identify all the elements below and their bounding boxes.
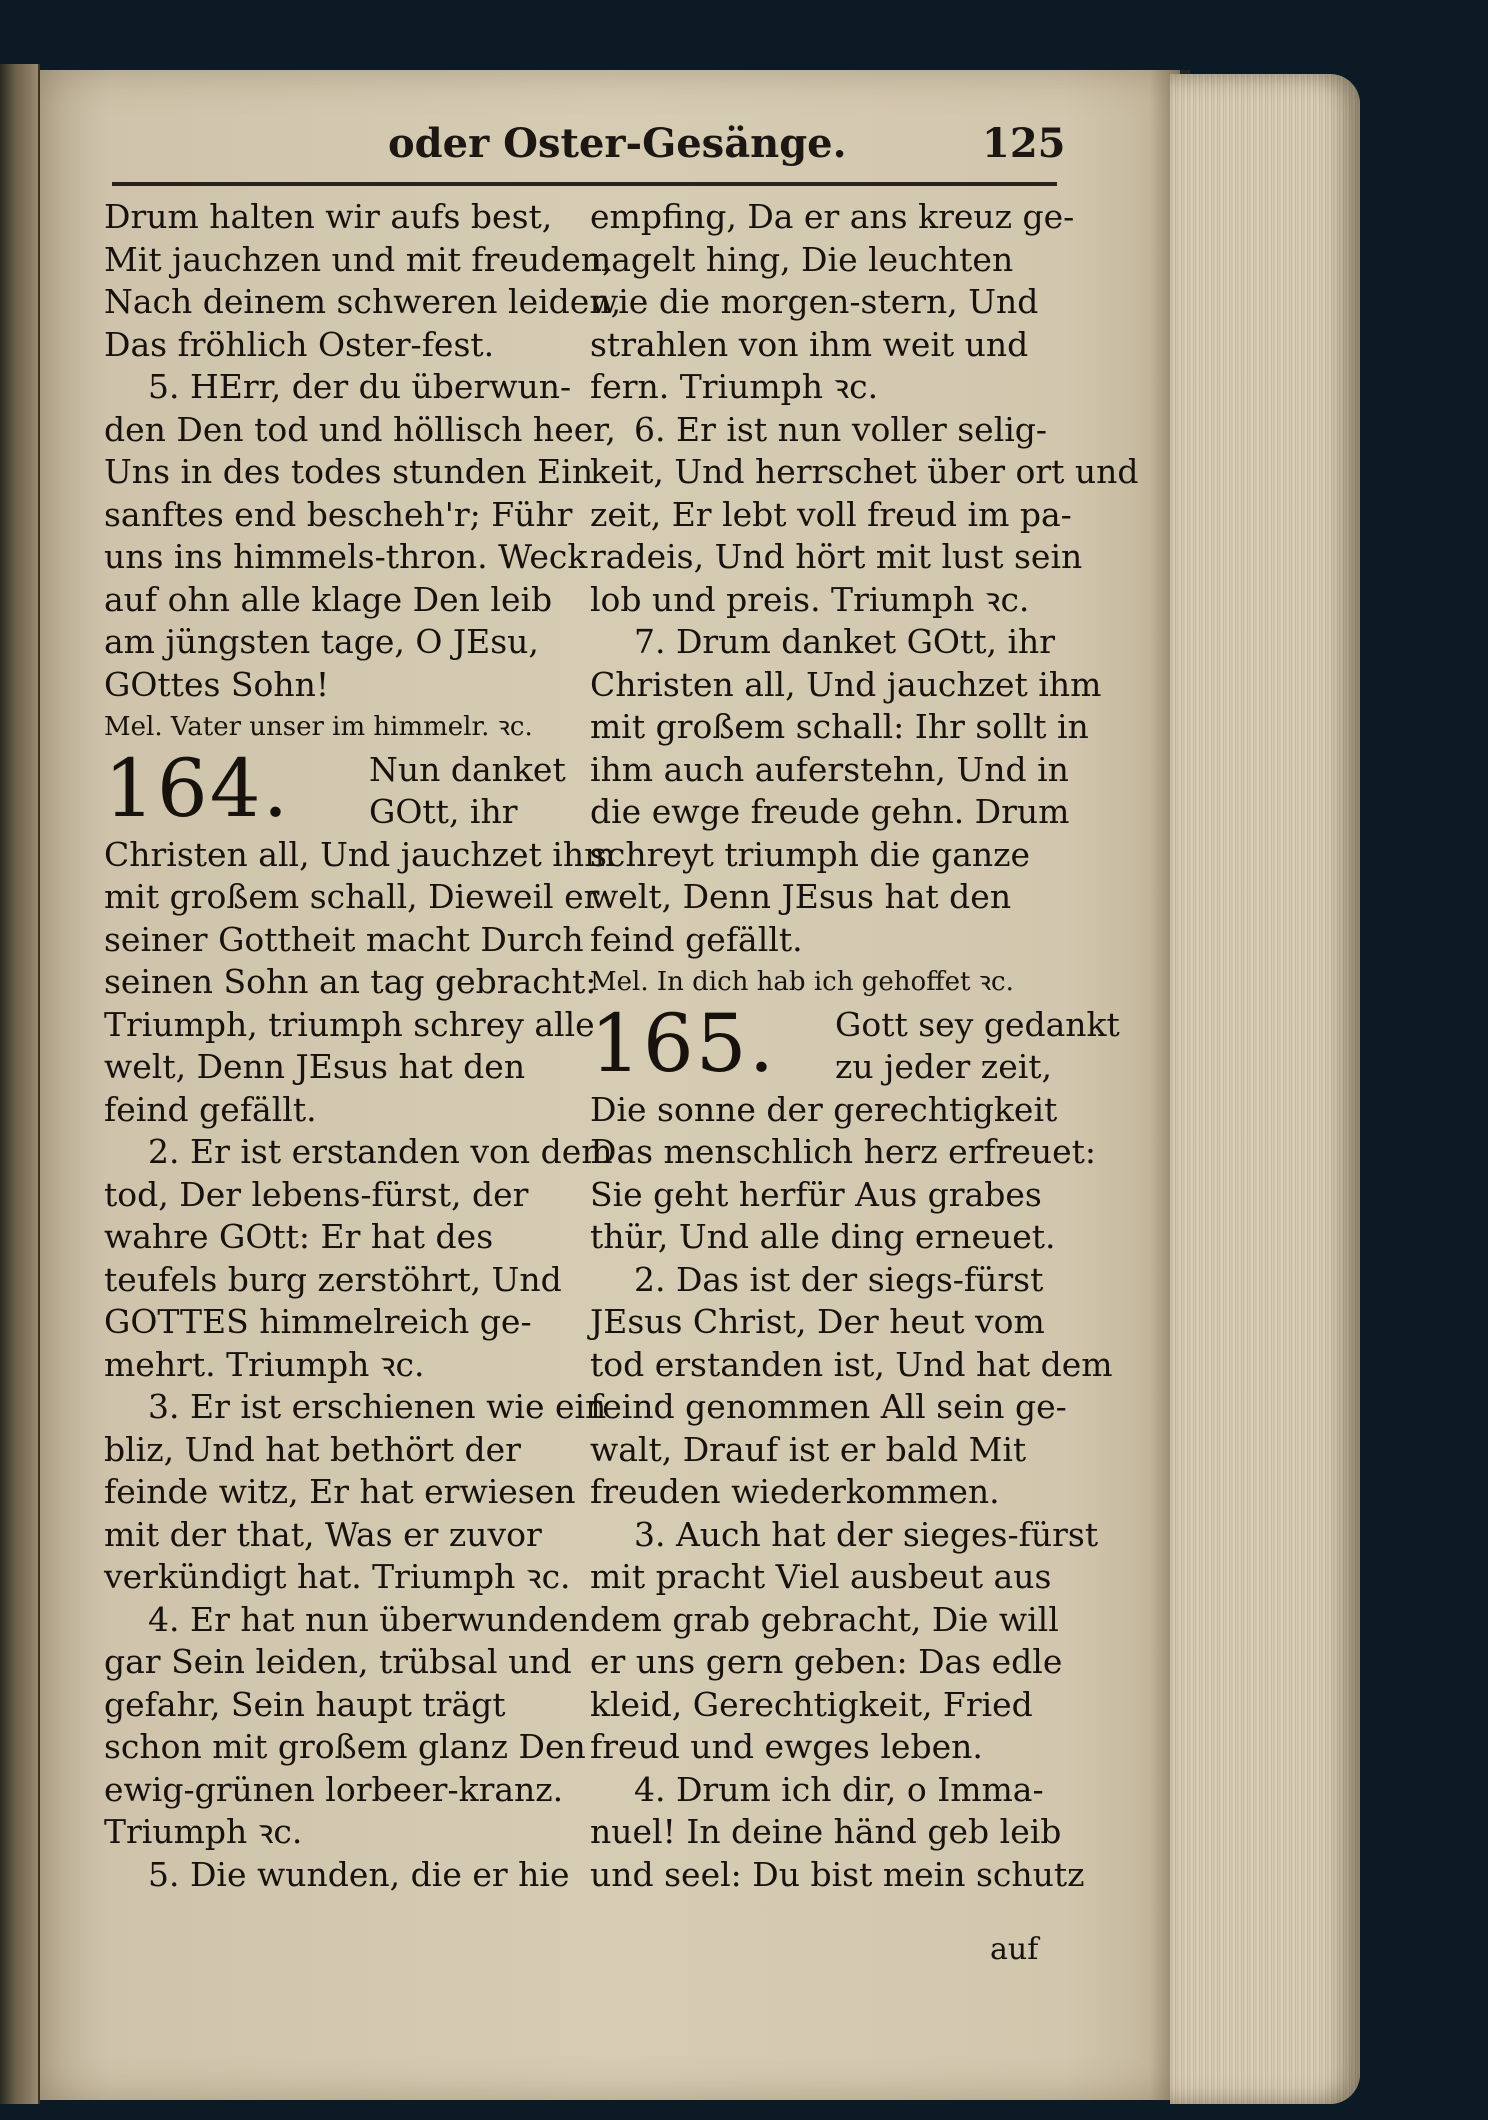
header-rule — [112, 182, 1057, 186]
text-line: walt, Drauf ist er bald Mit — [590, 1429, 1027, 1469]
text-line: nuel! In deine händ geb leib — [590, 1812, 1062, 1851]
text-line: 2. Er ist erstanden von dem — [148, 1132, 613, 1171]
text-line: Nach deinem schweren leiden, — [104, 282, 622, 321]
text-line: feind gefällt. — [104, 1089, 317, 1129]
text-line: uns ins himmels-thron. Weck — [104, 537, 588, 576]
text-line: welt, Denn JEsus hat den — [104, 1047, 526, 1086]
text-line: 5. HErr, der du überwun- — [148, 367, 572, 406]
text-line: kleid, Gerechtigkeit, Fried — [590, 1684, 1033, 1724]
text-line: schreyt triumph die ganze — [590, 834, 1031, 874]
text-line: welt, Denn JEsus hat den — [590, 877, 1012, 916]
page-number: 125 — [982, 120, 1066, 167]
text-line: fern. Triumph ꝛc. — [590, 367, 879, 406]
running-title: oder Oster-Gesänge. — [388, 120, 847, 167]
text-line: 5. Die wunden, die er hie — [148, 1854, 570, 1894]
text-line: feind genommen All sein ge- — [590, 1387, 1067, 1426]
hymn-heading — [104, 741, 566, 835]
text-line: 3. Er ist erschienen wie ein — [148, 1387, 607, 1426]
text-line: zeit, Er lebt voll freud im pa- — [590, 494, 1072, 534]
text-line: den Den tod und höllisch heer, — [104, 409, 616, 449]
text-line: radeis, Und hört mit lust sein — [590, 537, 1083, 576]
text-line: und seel: Du bist mein schutz — [590, 1854, 1085, 1894]
text-line: mit der that, Was er zuvor — [104, 1514, 542, 1554]
hymn-second-line: GOtt, ihr — [369, 792, 518, 831]
text-line: Das menschlich herz erfreuet: — [590, 1132, 1097, 1171]
text-line: dem grab gebracht, Die will — [590, 1599, 1059, 1639]
text-line: freud und ewges leben. — [590, 1727, 983, 1766]
facing-page-edge — [0, 64, 40, 2104]
text-line: Triumph, triumph schrey alle — [104, 1004, 595, 1044]
text-line: GOTTES himmelreich ge- — [104, 1302, 532, 1341]
text-line: Drum halten wir aufs best, — [104, 197, 553, 236]
right-text-column — [590, 196, 1139, 1896]
text-line: mit großem schall, Dieweil er — [104, 877, 600, 916]
text-line: freuden wiederkommen. — [590, 1472, 1000, 1511]
text-line: feinde witz, Er hat erwiesen — [104, 1472, 576, 1511]
text-line: Triumph ꝛc. — [104, 1812, 303, 1851]
text-line: bliz, Und hat bethört der — [104, 1429, 521, 1469]
text-line: ihm auch auferstehn, Und in — [590, 749, 1069, 789]
hymn-number: 165. — [590, 996, 777, 1090]
text-line: JEsus Christ, Der heut vom — [590, 1302, 1045, 1341]
text-line: mehrt. Triumph ꝛc. — [104, 1344, 425, 1384]
text-line: strahlen von ihm weit und — [590, 324, 1029, 364]
text-line: Mit jauchzen und mit freuden, — [104, 239, 613, 279]
text-line: tod, Der lebens-fürst, der — [104, 1174, 529, 1214]
text-line: schon mit großem glanz Den — [104, 1727, 586, 1766]
hymn-first-line: Nun danket — [369, 749, 566, 789]
text-line: Christen all, Und jauchzet ihm — [590, 664, 1102, 704]
hymn-second-line: zu jeder zeit, — [835, 1047, 1053, 1086]
text-line: GOttes Sohn! — [104, 664, 330, 704]
melody-note: Mel. In dich hab ich gehoffet ꝛc. — [590, 967, 1014, 997]
text-line: verkündigt hat. Triumph ꝛc. — [104, 1557, 571, 1596]
catchword: auf — [990, 1932, 1039, 1967]
text-line: er uns gern geben: Das edle — [590, 1642, 1063, 1681]
text-line: am jüngsten tage, O JEsu, — [104, 622, 539, 661]
text-line: empfing, Da er ans kreuz ge- — [590, 197, 1075, 236]
text-line: Das fröhlich Oster-fest. — [104, 324, 495, 364]
hymn-first-line: Gott sey gedankt — [835, 1004, 1120, 1044]
text-line: wahre GOtt: Er hat des — [104, 1217, 494, 1256]
hymn-heading — [590, 996, 1120, 1090]
text-line: ewig-grünen lorbeer-kranz. — [104, 1769, 564, 1809]
text-line: 2. Das ist der siegs-fürst — [634, 1259, 1044, 1299]
text-line: sanftes end bescheh'r; Führ — [104, 494, 573, 534]
left-text-column — [104, 196, 622, 1896]
text-line: mit pracht Viel ausbeut aus — [590, 1557, 1052, 1596]
text-line: Sie geht herfür Aus grabes — [590, 1174, 1042, 1214]
page-header — [370, 112, 1070, 172]
text-line: 4. Er hat nun überwunden — [148, 1599, 590, 1639]
text-line: auf ohn alle klage Den leib — [104, 579, 553, 619]
text-line: Die sonne der gerechtigkeit — [590, 1089, 1058, 1129]
text-line: thür, Und alle ding erneuet. — [590, 1217, 1056, 1256]
hymn-number: 164. — [104, 741, 291, 835]
text-line: 3. Auch hat der sieges-fürst — [634, 1514, 1099, 1554]
text-line: 7. Drum danket GOtt, ihr — [634, 622, 1056, 661]
text-line: seiner Gottheit macht Durch — [104, 919, 584, 959]
melody-note: Mel. Vater unser im himmelr. ꝛc. — [104, 712, 533, 742]
text-line: Christen all, Und jauchzet ihm — [104, 834, 616, 874]
text-line: keit, Und herrschet über ort und — [590, 452, 1139, 491]
text-line: gefahr, Sein haupt trägt — [104, 1684, 506, 1724]
text-line: nagelt hing, Die leuchten — [590, 239, 1014, 279]
text-line: mit großem schall: Ihr sollt in — [590, 707, 1089, 746]
text-line: feind gefällt. — [590, 919, 803, 959]
text-line: teufels burg zerstöhrt, Und — [104, 1259, 562, 1299]
text-line: wie die morgen-stern, Und — [590, 282, 1039, 321]
text-line: die ewge freude gehn. Drum — [590, 792, 1070, 831]
text-line: 4. Drum ich dir, o Imma- — [634, 1769, 1044, 1809]
text-line: seinen Sohn an tag gebracht: — [104, 962, 597, 1001]
text-line: 6. Er ist nun voller selig- — [634, 409, 1048, 449]
text-line: tod erstanden ist, Und hat dem — [590, 1344, 1113, 1384]
text-line: lob und preis. Triumph ꝛc. — [590, 579, 1030, 619]
text-line: Uns in des todes stunden Ein — [104, 452, 594, 491]
text-line: gar Sein leiden, trübsal und — [104, 1642, 572, 1681]
page-block-edges — [1170, 74, 1360, 2104]
